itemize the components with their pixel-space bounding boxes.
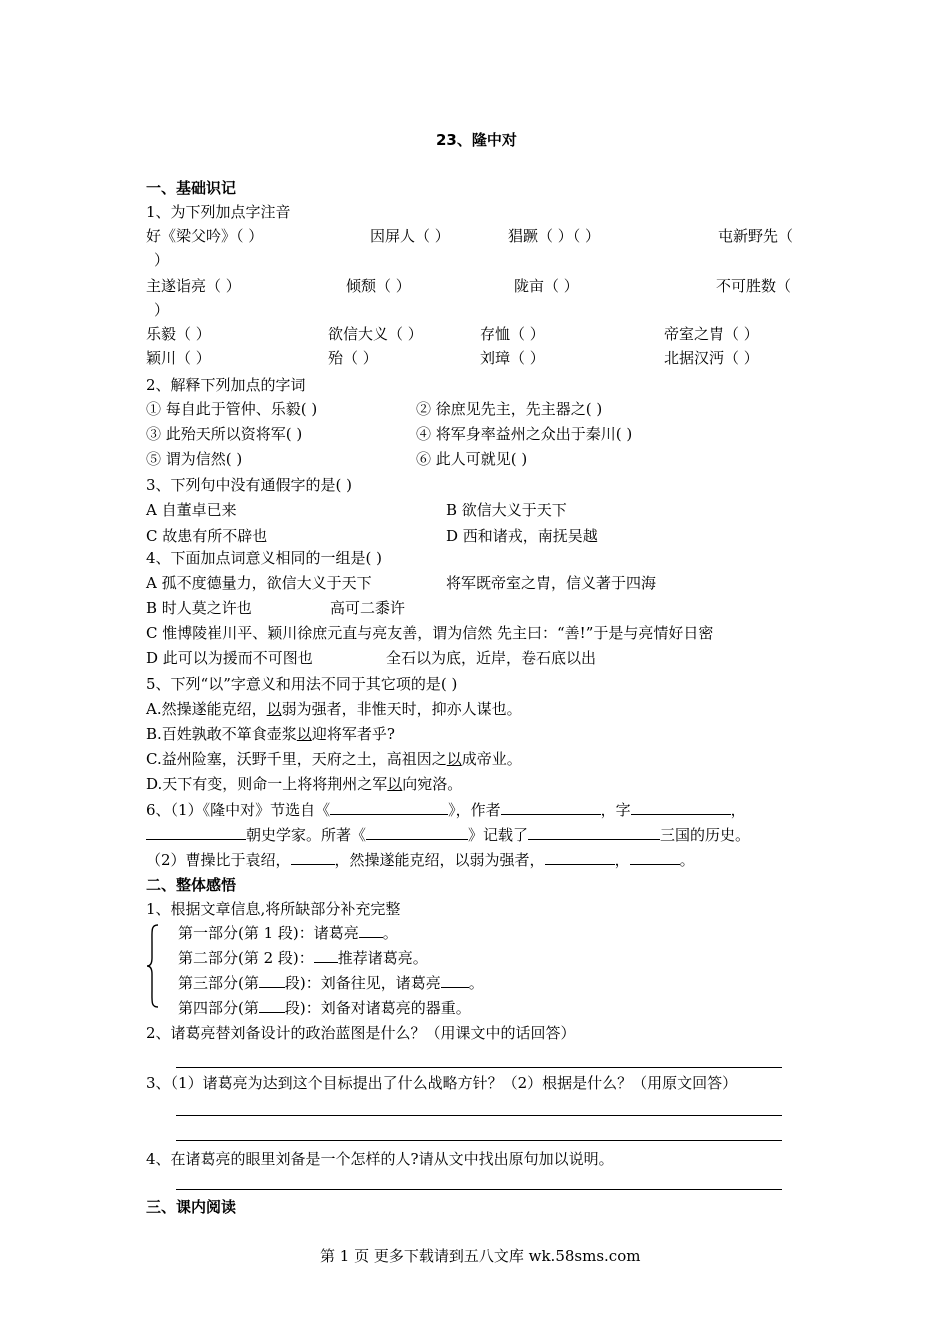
blank[interactable]	[359, 923, 383, 938]
pinyin-item: 因屏人（ ）	[370, 227, 450, 245]
page-footer: 第 1 页 更多下载请到五八文库 wk.58sms.com	[320, 1247, 641, 1265]
pinyin-item-tail: ）	[154, 301, 170, 319]
blank[interactable]	[146, 825, 246, 840]
blank[interactable]	[630, 850, 680, 865]
answer-line[interactable]	[176, 1115, 782, 1116]
question-1-prompt: 1、根据文章信息,将所缺部分补充完整	[146, 900, 401, 918]
section-heading-2: 二、整体感悟	[146, 876, 237, 894]
explain-item: ③ 此殆天所以资将军( )	[146, 425, 303, 443]
question-6-line-2: 朝史学家。所著《 》记载了 三国的历史。	[146, 825, 750, 845]
option-a: A 孤不度德量力，欲信大义于天下	[146, 574, 372, 592]
blank[interactable]	[314, 948, 338, 963]
option-d: D 西和诸戎，南抚吴越	[446, 527, 598, 545]
question-3-prompt: 3、（1）诸葛亮为达到这个目标提出了什么战略方针？（2）根据是什么？（用原文回答）	[146, 1074, 738, 1092]
explain-item: ⑥ 此人可就见( )	[416, 450, 528, 468]
page-title: 23、隆中对	[436, 131, 517, 149]
option-d: D 此可以为援而不可图也	[146, 649, 313, 667]
option-a: A 自董卓已来	[146, 501, 237, 519]
pinyin-item: 屯新野先（	[718, 227, 794, 245]
question-6-line-3: （2）曹操比于袁绍， ，然操遂能克绍，以弱为强者， ， 。	[146, 851, 695, 869]
pinyin-item: 乐毅（ ）	[146, 325, 211, 343]
blank[interactable]	[259, 973, 285, 988]
pinyin-item: 陇亩（ ）	[514, 277, 579, 295]
outline-part-1: 第一部分(第 1 段)：诸葛亮 。	[178, 924, 398, 942]
question-4-prompt: 4、在诸葛亮的眼里刘备是一个怎样的人?请从文中找出原句加以说明。	[146, 1150, 614, 1168]
option-c: C.益州险塞，沃野千里，天府之土，高祖因之以成帝业。	[146, 750, 522, 768]
option-c: C 惟博陵崔川平、颖川徐庶元直与亮友善，谓为信然 先主曰：“善!”于是与亮情好日密	[146, 624, 714, 642]
explain-item: ② 徐庶见先主，先主器之( )	[416, 400, 603, 418]
answer-line[interactable]	[176, 1067, 782, 1068]
option-d-pair: 全石以为底，近岸，卷石底以出	[386, 649, 597, 667]
blank[interactable]	[330, 800, 448, 815]
pinyin-item: 欲信大义（ ）	[328, 325, 423, 343]
blank[interactable]	[366, 825, 468, 840]
pinyin-item: 倾颓（ ）	[346, 277, 411, 295]
question-1-prompt: 1、为下列加点字注音	[146, 203, 291, 221]
pinyin-item: 存恤（ ）	[480, 325, 545, 343]
pinyin-item: 刘璋（ ）	[480, 349, 545, 367]
explain-item: ① 每自此于管仲、乐毅( )	[146, 400, 318, 418]
outline-part-2: 第二部分(第 2 段)： 推荐诸葛亮。	[178, 949, 428, 967]
blank[interactable]	[528, 825, 660, 840]
outline-part-4: 第四部分(第 段)：刘备对诸葛亮的器重。	[178, 999, 471, 1017]
pinyin-item-tail: ）	[154, 251, 170, 269]
option-c: C 故患有所不辟也	[146, 527, 268, 545]
option-b: B 时人莫之许也	[146, 599, 252, 617]
option-a-pair: 将军既帝室之胄，信义著于四海	[446, 574, 657, 592]
question-3-prompt: 3、下列句中没有通假字的是( )	[146, 476, 353, 494]
pinyin-item: 颖川（ ）	[146, 349, 211, 367]
option-b: B 欲信大义于天下	[446, 501, 567, 519]
option-a: A.然操遂能克绍，以弱为强者，非惟天时，抑亦人谋也。	[146, 700, 522, 718]
blank[interactable]	[545, 850, 615, 865]
outline-part-3: 第三部分(第 段)：刘备往见，诸葛亮 。	[178, 974, 484, 992]
blank[interactable]	[501, 800, 601, 815]
option-d: D.天下有变，则命一上将将荆州之军以向宛洛。	[146, 775, 463, 793]
explain-item: ④ 将军身率益州之众出于秦川( )	[416, 425, 633, 443]
pinyin-item: 好《梁父吟》（ ）	[146, 227, 264, 245]
question-5-prompt: 5、下列“以”字意义和用法不同于其它项的是( )	[146, 675, 458, 693]
blank[interactable]	[291, 850, 335, 865]
question-4-prompt: 4、下面加点词意义相同的一组是( )	[146, 549, 383, 567]
question-2-prompt: 2、诸葛亮替刘备设计的政治蓝图是什么？（用课文中的话回答）	[146, 1024, 576, 1042]
curly-brace-icon	[146, 924, 160, 1008]
question-6-line-1: 6、（1）《隆中对》节选自《 》，作者 ，字 ，	[146, 801, 746, 819]
answer-line[interactable]	[176, 1189, 782, 1190]
pinyin-item: 不可胜数（	[716, 277, 792, 295]
pinyin-item: 帝室之胄（ ）	[664, 325, 759, 343]
explain-item: ⑤ 谓为信然( )	[146, 450, 243, 468]
blank[interactable]	[631, 800, 731, 815]
section-heading-1: 一、基础识记	[146, 179, 237, 197]
section-heading-3: 三、课内阅读	[146, 1198, 237, 1216]
answer-line[interactable]	[176, 1140, 782, 1141]
pinyin-item: 主遂诣亮（ ）	[146, 277, 241, 295]
pinyin-item: 猖蹶（ ）（ ）	[508, 227, 601, 245]
blank[interactable]	[259, 998, 285, 1013]
option-b: B.百姓孰敢不箪食壶浆以迎将军者乎?	[146, 725, 395, 743]
option-b-pair: 高可二黍许	[330, 599, 406, 617]
pinyin-item: 殆（ ）	[328, 349, 378, 367]
blank[interactable]	[441, 973, 469, 988]
question-2-prompt: 2、解释下列加点的字词	[146, 376, 306, 394]
pinyin-item: 北据汉沔（ ）	[664, 349, 759, 367]
